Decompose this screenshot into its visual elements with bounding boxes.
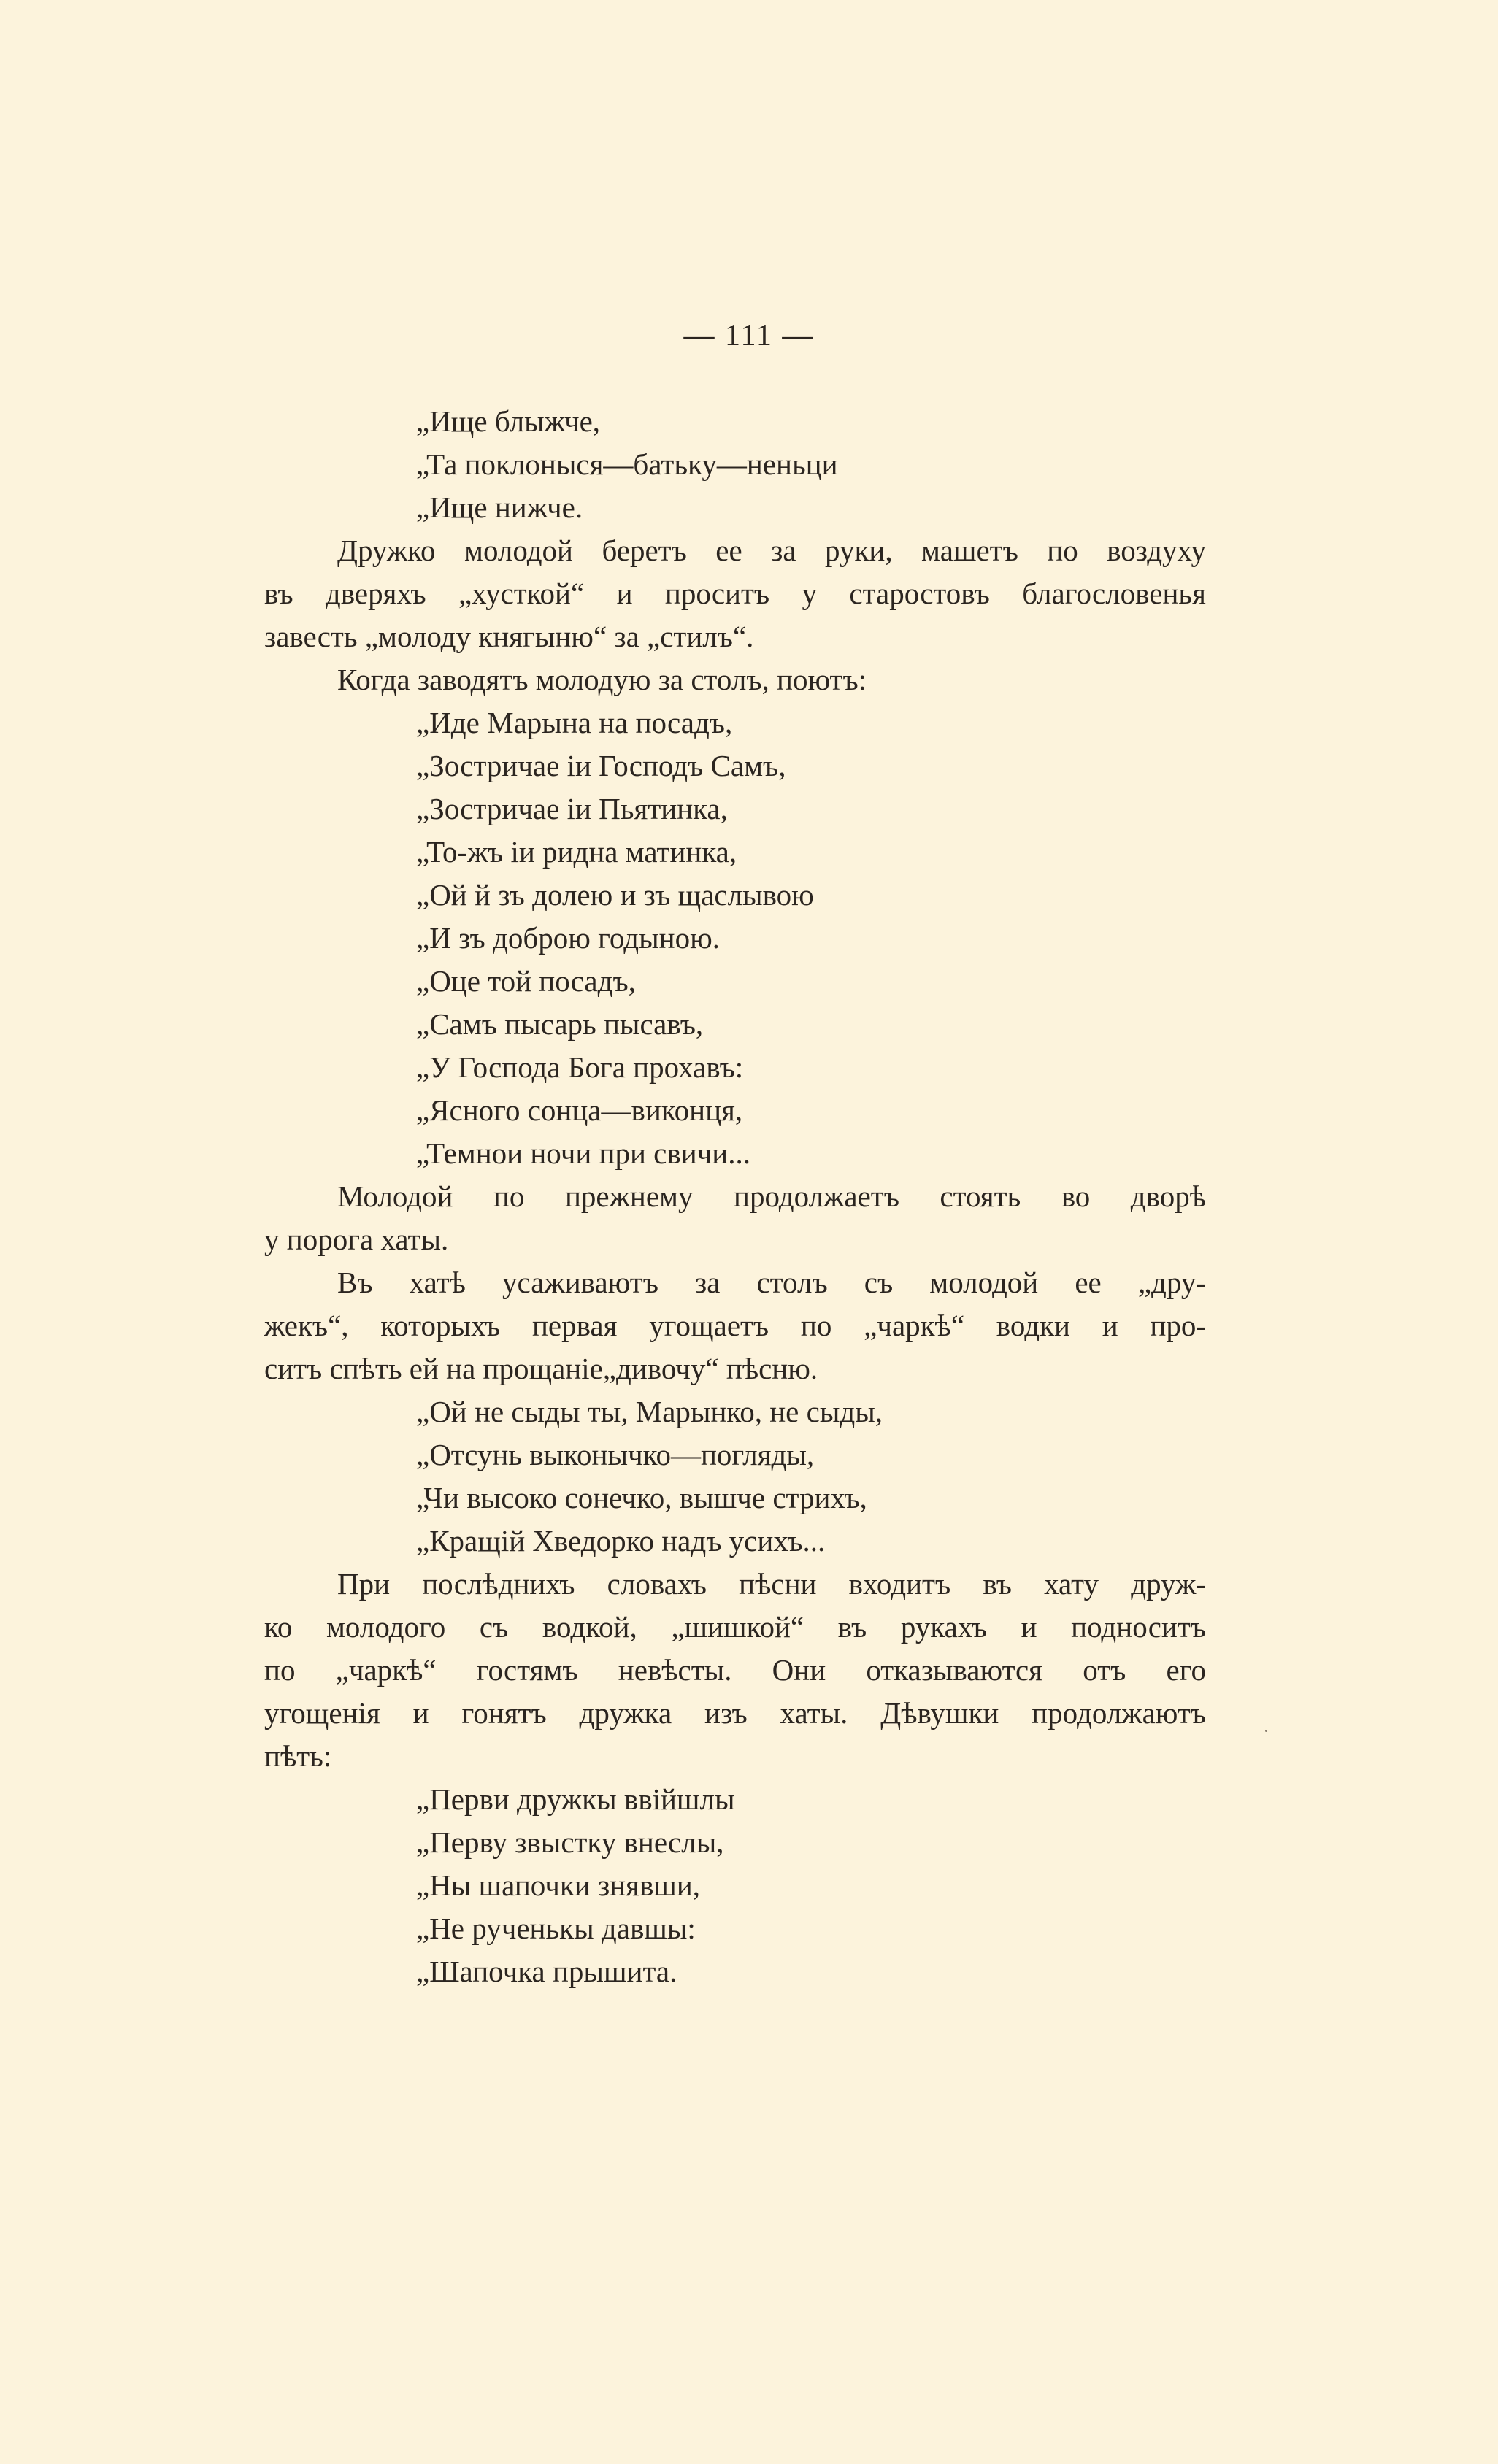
page-number: — 111 — bbox=[683, 319, 815, 353]
verse-line: „Зостричае іи Пьятинка, bbox=[416, 792, 728, 825]
paper-speck bbox=[1265, 1730, 1267, 1732]
paragraph-line: Когда заводятъ молодую за столъ, поютъ: bbox=[337, 663, 867, 696]
verse-line: „Не рученькы давшы: bbox=[416, 1911, 696, 1945]
verse-line: „Зостричае іи Господъ Самъ, bbox=[416, 749, 786, 782]
verse-line: „Та поклоныся—батьку—неньци bbox=[416, 447, 838, 481]
paragraph-line: завесть „молоду княгыню“ за „стилъ“. bbox=[264, 620, 754, 653]
verse-line: „Шапочка прышита. bbox=[416, 1955, 677, 1988]
verse-line: „Оце той посадъ, bbox=[416, 964, 636, 998]
paragraph-line: у порога хаты. bbox=[264, 1223, 449, 1256]
verse-line: „Чи высоко сонечко, вышче стрихъ, bbox=[416, 1481, 867, 1514]
paragraph-line: Молодой по прежнему продолжаетъ стоять во дворѣ bbox=[337, 1179, 1206, 1213]
paragraph-line: въ дверяхъ „хусткой“ и проситъ у старостовъ благословенья bbox=[264, 577, 1206, 610]
paragraph-line: пѣть: bbox=[264, 1739, 332, 1773]
verse-line: „Темнои ночи при свичи... bbox=[416, 1136, 750, 1170]
paragraph-line: ситъ спѣть ей на прощаніе„дивочу“ пѣсню. bbox=[264, 1352, 818, 1385]
verse-line: „У Господа Бога прохавъ: bbox=[416, 1050, 744, 1084]
verse-line: „Ой й зъ долею и зъ щаслывою bbox=[416, 878, 814, 912]
verse-line: „Перви дружкы ввійшлы bbox=[416, 1782, 735, 1816]
verse-line: „Ой не сыды ты, Марынко, не сыды, bbox=[416, 1395, 883, 1428]
paragraph-line: жекъ“, которыхъ первая угощаетъ по „чаркѣ“ водки и про- bbox=[264, 1309, 1206, 1342]
verse-line: „Иде Марына на посадъ, bbox=[416, 706, 733, 739]
verse-line: „Кращій Хведорко надъ усихъ... bbox=[416, 1524, 826, 1558]
paragraph-line: по „чаркѣ“ гостямъ невѣсты. Они отказываются отъ его bbox=[264, 1653, 1206, 1687]
paragraph-line: ко молодого съ водкой, „шишкой“ въ рукахъ и подноситъ bbox=[264, 1610, 1206, 1644]
paragraph-line: Въ хатѣ усаживаютъ за столъ съ молодой ее „дру- bbox=[337, 1266, 1206, 1299]
verse-line: „Ище блыжче, bbox=[416, 404, 601, 438]
paragraph-line: При послѣднихъ словахъ пѣсни входитъ въ хату друж- bbox=[337, 1567, 1206, 1601]
verse-line: „То-жъ іи ридна матинка, bbox=[416, 835, 737, 869]
verse-line: „Самъ пысарь пысавъ, bbox=[416, 1007, 704, 1041]
verse-line: „Ясного сонца—виконця, bbox=[416, 1093, 743, 1127]
verse-line: „И зъ доброю годыною. bbox=[416, 921, 720, 955]
paragraph-line: угощенія и гонятъ дружка изъ хаты. Дѣвушки продолжаютъ bbox=[264, 1696, 1206, 1730]
verse-line: „Отсунь выконычко—погляды, bbox=[416, 1438, 815, 1471]
verse-line: „Перву звыстку внеслы, bbox=[416, 1825, 724, 1859]
paragraph-line: Дружко молодой беретъ ее за руки, машетъ по воздуху bbox=[337, 534, 1206, 567]
page-body bbox=[264, 400, 1206, 1993]
verse-line: „Ны шапочки знявши, bbox=[416, 1868, 701, 1902]
verse-line: „Ище нижче. bbox=[416, 490, 583, 524]
